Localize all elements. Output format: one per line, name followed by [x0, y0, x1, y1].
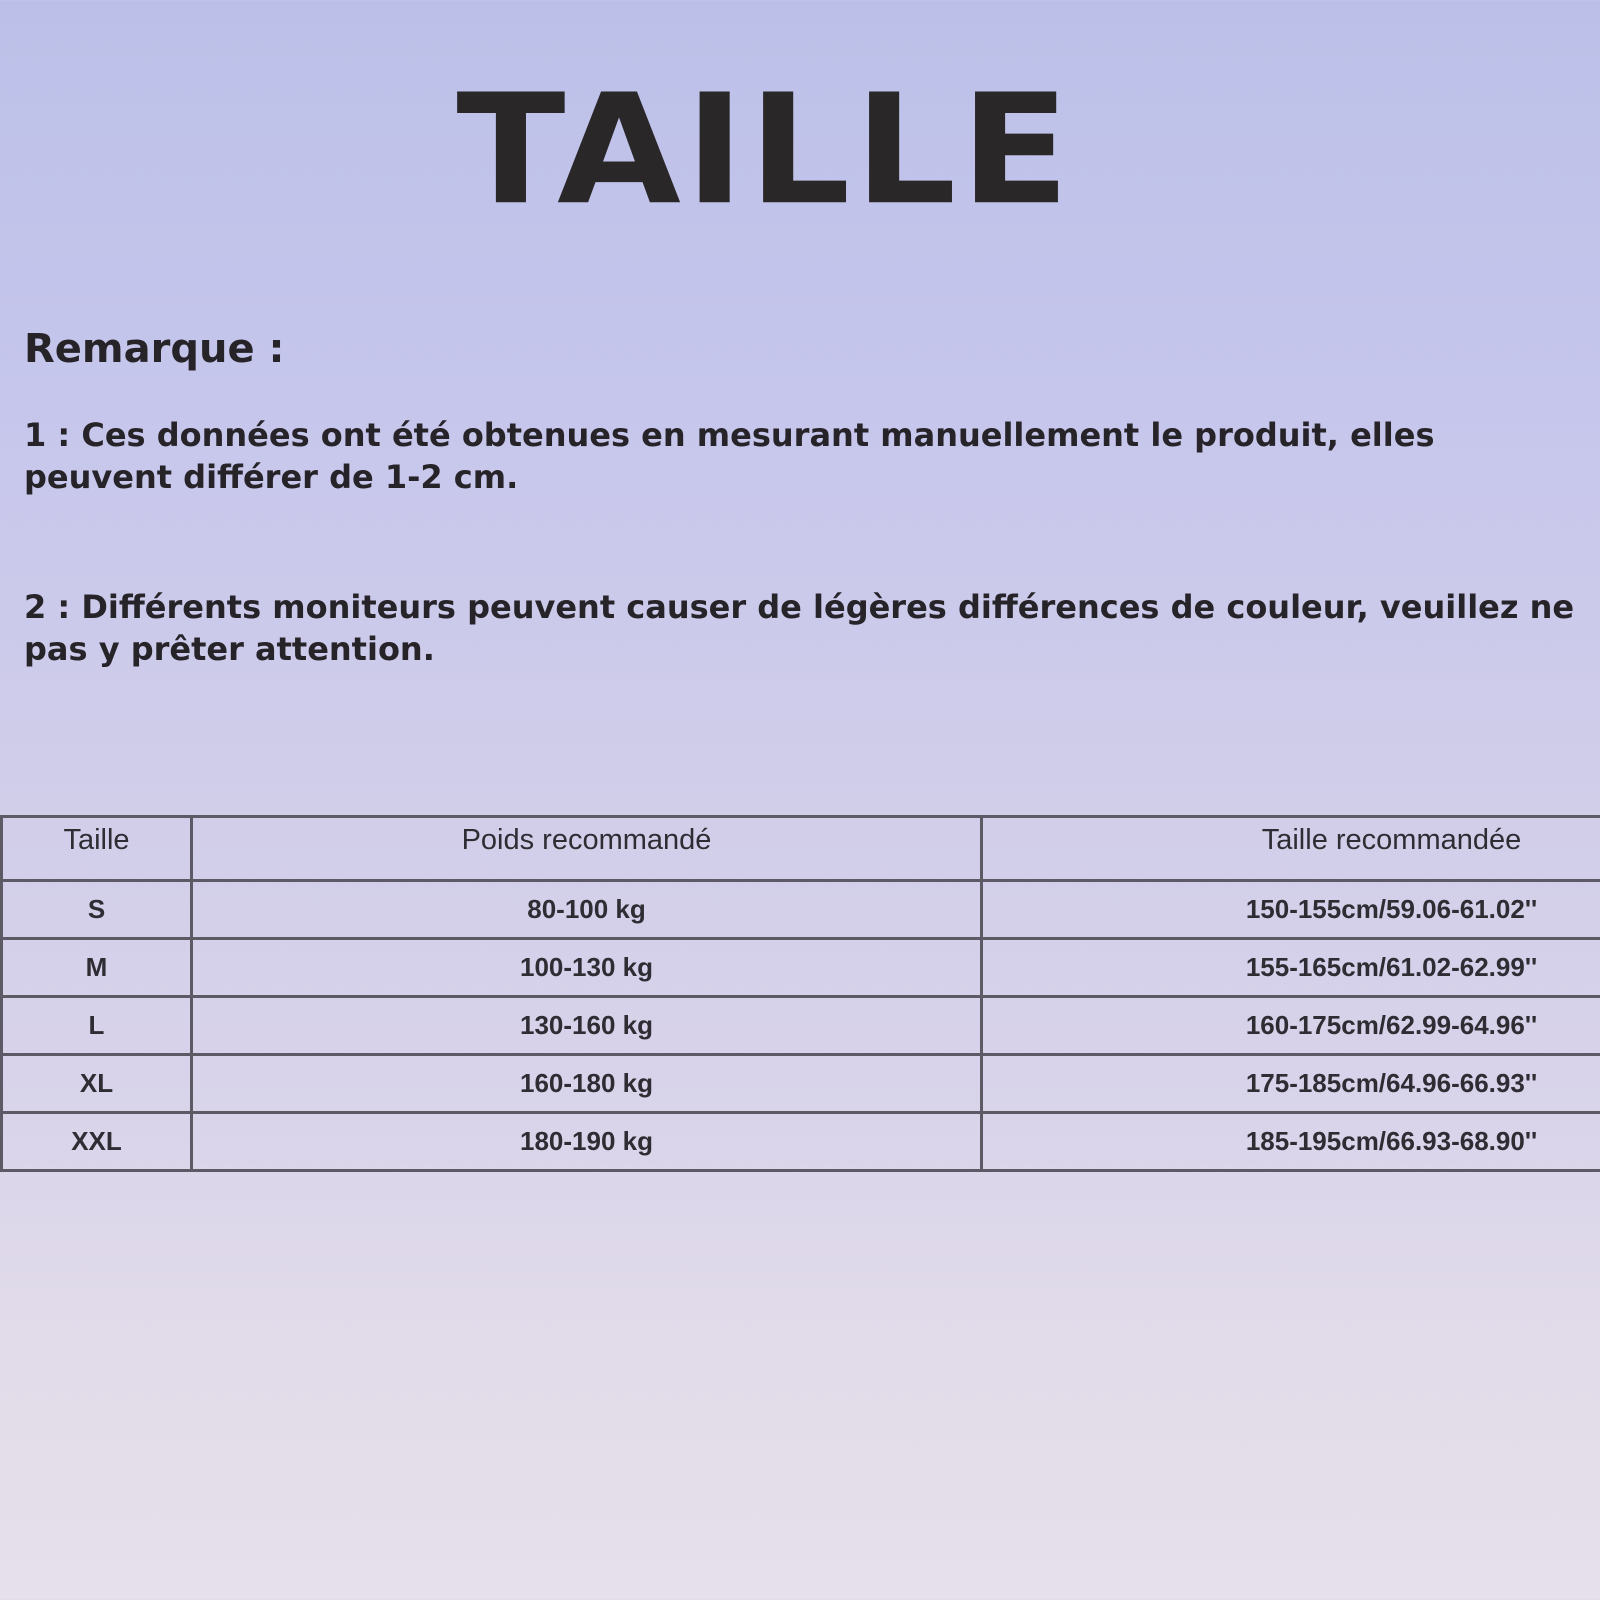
cell-height: 175-185cm/64.96-66.93'' [982, 1055, 1600, 1113]
size-table [0, 815, 1600, 1172]
cell-height: 185-195cm/66.93-68.90'' [982, 1113, 1600, 1171]
header-height: Taille recommandée [982, 817, 1600, 881]
cell-weight: 130-160 kg [192, 997, 982, 1055]
cell-size: XL [2, 1055, 192, 1113]
header-size: Taille [2, 817, 192, 881]
page-title: TAILLE [456, 60, 1074, 239]
note-2: 2 : Différents moniteurs peuvent causer de légères différences de couleur, veuillez ne pas y prêter attention. [24, 588, 1575, 668]
note-1: 1 : Ces données ont été obtenues en mesurant manuellement le produit, elles peuvent différer de 1-2 cm. [24, 416, 1435, 496]
table-row [2, 997, 1600, 1055]
cell-height: 150-155cm/59.06-61.02'' [982, 881, 1600, 939]
table-header-row [2, 817, 1600, 881]
cell-weight: 160-180 kg [192, 1055, 982, 1113]
cell-size: S [2, 881, 192, 939]
table-row [2, 1055, 1600, 1113]
cell-size: XXL [2, 1113, 192, 1171]
cell-height: 160-175cm/62.99-64.96'' [982, 997, 1600, 1055]
table-row [2, 1113, 1600, 1171]
cell-weight: 80-100 kg [192, 881, 982, 939]
cell-weight: 100-130 kg [192, 939, 982, 997]
table-row [2, 939, 1600, 997]
cell-weight: 180-190 kg [192, 1113, 982, 1171]
remark-heading: Remarque : [24, 326, 285, 372]
cell-size: L [2, 997, 192, 1055]
cell-height: 155-165cm/61.02-62.99'' [982, 939, 1600, 997]
table-row [2, 881, 1600, 939]
cell-size: M [2, 939, 192, 997]
header-weight: Poids recommandé [192, 817, 982, 881]
